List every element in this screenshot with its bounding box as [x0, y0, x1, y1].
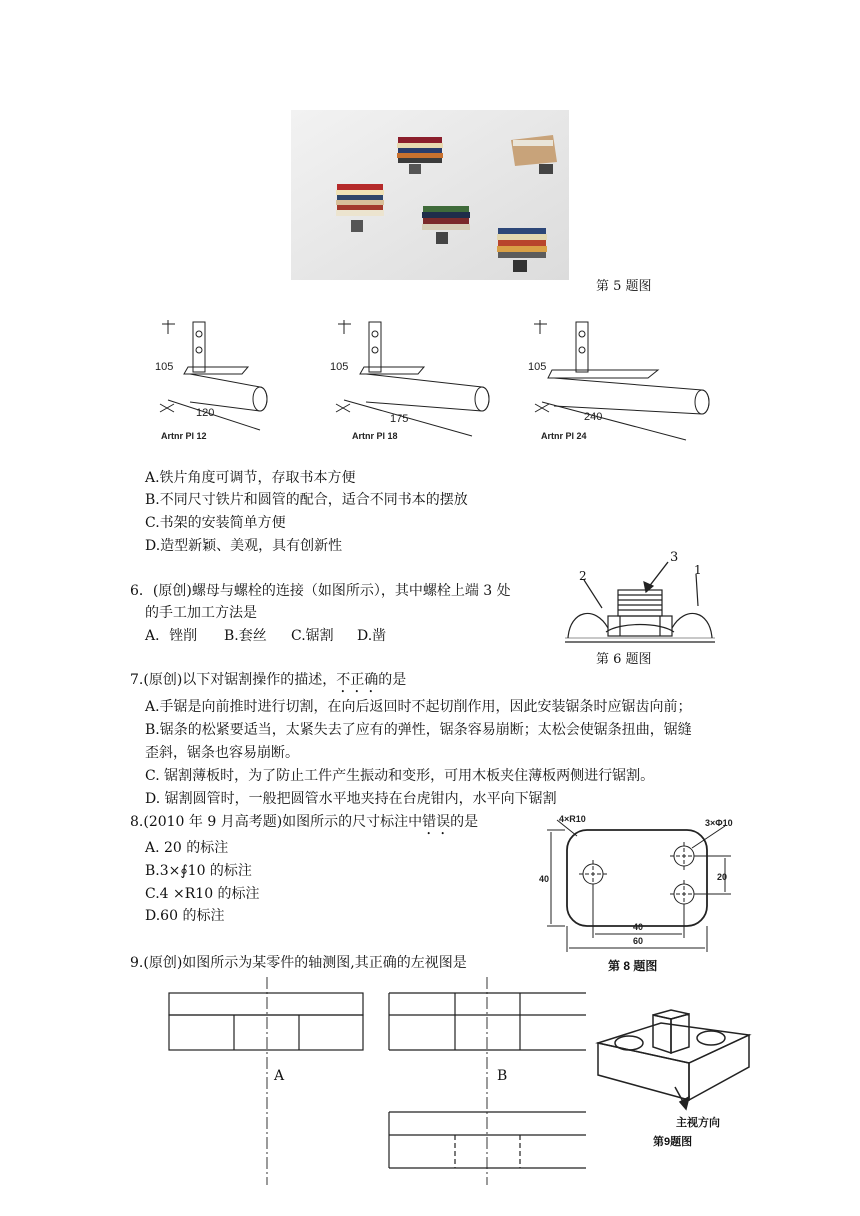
- drawing-2-model: Artnr Pl 18: [352, 431, 398, 441]
- shelf-drawing-3: [534, 320, 709, 440]
- q6-caption: 第 6 题图: [596, 652, 652, 667]
- q8-option-b: B.3×∮10 的标注: [145, 863, 252, 879]
- shelf-drawings: [150, 312, 710, 447]
- nut-label-2: 2: [579, 569, 587, 583]
- q5-photo-caption: 第 5 题图: [596, 279, 652, 294]
- q6-option-b: B.套丝: [224, 628, 267, 644]
- dim-holes: 3×Φ10: [705, 818, 733, 828]
- view-option-b: [389, 977, 586, 1185]
- drawing-2-length: 175: [390, 413, 409, 425]
- q8-option-c: C.4 ×R10 的标注: [145, 886, 260, 902]
- q7-emphasis: 不正确: [336, 672, 379, 688]
- view-option-lower: [389, 1112, 586, 1168]
- drawing-1-model: Artnr Pl 12: [161, 431, 207, 441]
- q9-stem: 9.(原创)如图所示为某零件的轴测图,其正确的左视图是: [130, 955, 467, 971]
- drawing-1-height: 105: [155, 361, 174, 373]
- q7-option-d: D. 锯割圆管时，一般把圆管水平地夹持在台虎钳内，水平向下锯割: [145, 791, 557, 807]
- q6-stem-line1: 6．(原创)螺母与螺栓的连接（如图所示），其中螺栓上端 3 处: [130, 583, 511, 599]
- q7-option-b: B.锯条的松紧要适当，太紧失去了应有的弹性，锯条容易崩断；太松会使锯条扭曲，锯缝: [145, 722, 692, 738]
- dim-outer: 60: [633, 936, 644, 946]
- q8-option-d: D.60 的标注: [145, 908, 225, 924]
- q6-option-c: C.锯割: [291, 628, 334, 644]
- bookshelf-photo: [291, 110, 569, 280]
- nut-label-1: 1: [694, 563, 702, 577]
- q6-option-d: D.凿: [357, 628, 387, 644]
- drawing-2-height: 105: [330, 361, 349, 373]
- q9-caption: 第9题图: [653, 1136, 693, 1148]
- dim-radius: 4×R10: [559, 814, 586, 824]
- drawing-3-height: 105: [528, 361, 547, 373]
- q9-view-options: [160, 975, 592, 1185]
- q5-option-c: C.书架的安装简单方便: [145, 515, 286, 531]
- q5-option-d: D.造型新颖、美观，具有创新性: [145, 538, 343, 554]
- view-option-a: [169, 977, 363, 1185]
- view-label-b: B: [497, 1068, 508, 1084]
- q5-option-a: A.铁片角度可调节，存取书本方便: [145, 470, 356, 486]
- q6-stem-line2: 的手工加工方法是: [145, 605, 257, 621]
- q8-caption: 第 8 题图: [608, 959, 658, 973]
- q8-stem: 8.(2010 年 9 月高考题)如图所示的尺寸标注中错误的是: [130, 814, 479, 830]
- drawing-3-length: 240: [584, 411, 603, 423]
- drawing-1-length: 120: [196, 407, 215, 419]
- q7-stem: 7.(原创)以下对锯割操作的描述，不正确的是: [130, 672, 407, 688]
- plate-dimension-figure: [535, 812, 750, 972]
- shelf-drawing-2: [336, 320, 489, 436]
- q7-option-a: A.手锯是向前推时进行切割，在向后返回时不起切削作用，因此安装锯条时应锯齿向前；: [145, 699, 692, 715]
- q8-emphasis: 错误: [422, 814, 451, 830]
- dim-height: 40: [539, 874, 550, 884]
- nut-label-3: 3: [670, 550, 679, 565]
- view-direction-label: 主视方向: [676, 1117, 720, 1129]
- q6-option-a: A．锉削: [145, 628, 198, 644]
- q8-option-a: A. 20 的标注: [145, 840, 229, 856]
- dim-gap: 20: [717, 872, 728, 882]
- dim-inner: 40: [633, 922, 644, 932]
- q5-option-b: B.不同尺寸铁片和圆管的配合，适合不同书本的摆放: [145, 492, 468, 508]
- view-label-a: A: [274, 1068, 285, 1084]
- drawing-3-model: Artnr Pl 24: [541, 431, 587, 441]
- q7-option-c: C. 锯割薄板时，为了防止工件产生振动和变形，可用木板夹住薄板两侧进行锯割。: [145, 768, 655, 784]
- q7-option-b-cont: 歪斜，锯条也容易崩断。: [145, 745, 299, 761]
